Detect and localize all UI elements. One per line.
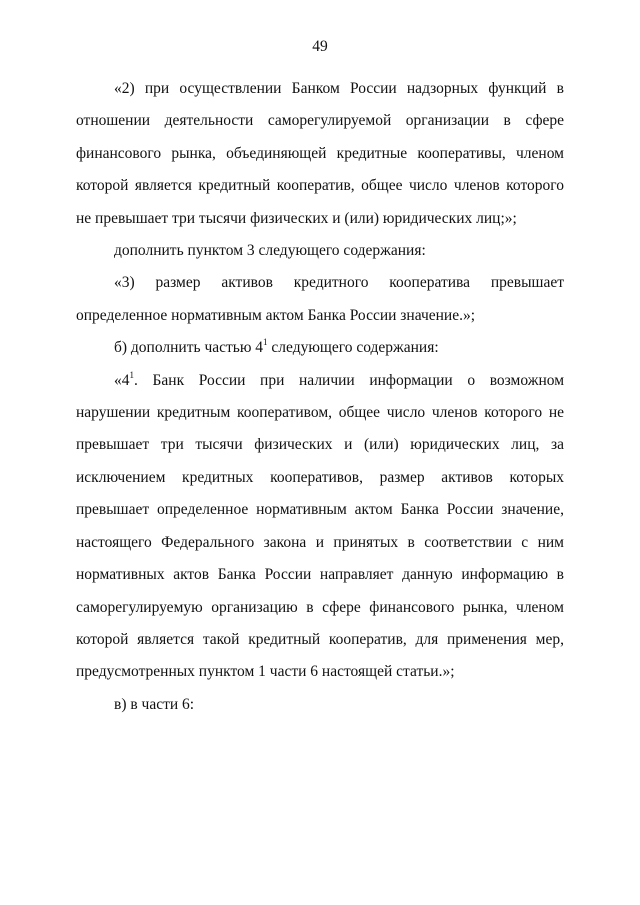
- superscript-index: 1: [263, 337, 268, 348]
- paragraph-amendment-item-2: «2) при осуществлении Банком России надзорных функций в отношении деятельности саморегулируемой организации в сфере финансового рынка, объединяющей кредитные кооперативы, членом которой является кредитный кооператив, общее число членов которого не превышает три тысячи физических и (или) юридических лиц;»;: [76, 80, 564, 227]
- paragraph-part-6: в) в части 6:: [114, 695, 195, 713]
- paragraph-add-item-3: дополнить пунктом 3 следующего содержания:: [114, 242, 426, 260]
- paragraph-add-part-4-1-text: б) дополнить частью 4: [114, 339, 264, 357]
- page-number: 49: [312, 38, 328, 55]
- paragraph-add-part-4-1: [76, 332, 564, 364]
- paragraph-part-4-1-text: [76, 365, 564, 689]
- paragraph-part-4-1-body: . Банк России при наличии информации о возможном нарушении кредитным кооперативом, общее число членов которого не превышает три тысячи физических и (или) юридических лиц, за исключением кредитных кооперативов, размер активов которых превышает определенное нормативным актом Банка России значение, настоящего Федерального закона и принятых в соответствии с ним нормативных актов Банка России направляет данную информацию в саморегулируемую организацию в сфере финансового рынка, членом которой является такой кредитный кооператив, для применения мер, предусмотренных пунктом 1 части 6 настоящей статьи.»;: [76, 371, 564, 681]
- paragraph-item-3-text: «3) размер активов кредитного кооператива превышает определенное нормативным актом Банка России значение.»;: [76, 274, 564, 324]
- document-body: [76, 73, 564, 721]
- paragraph-part-4-1-start: «4: [114, 371, 130, 389]
- superscript-index: 1: [129, 369, 134, 380]
- paragraph-add-part-4-1-tail: следующего содержания:: [267, 339, 439, 357]
